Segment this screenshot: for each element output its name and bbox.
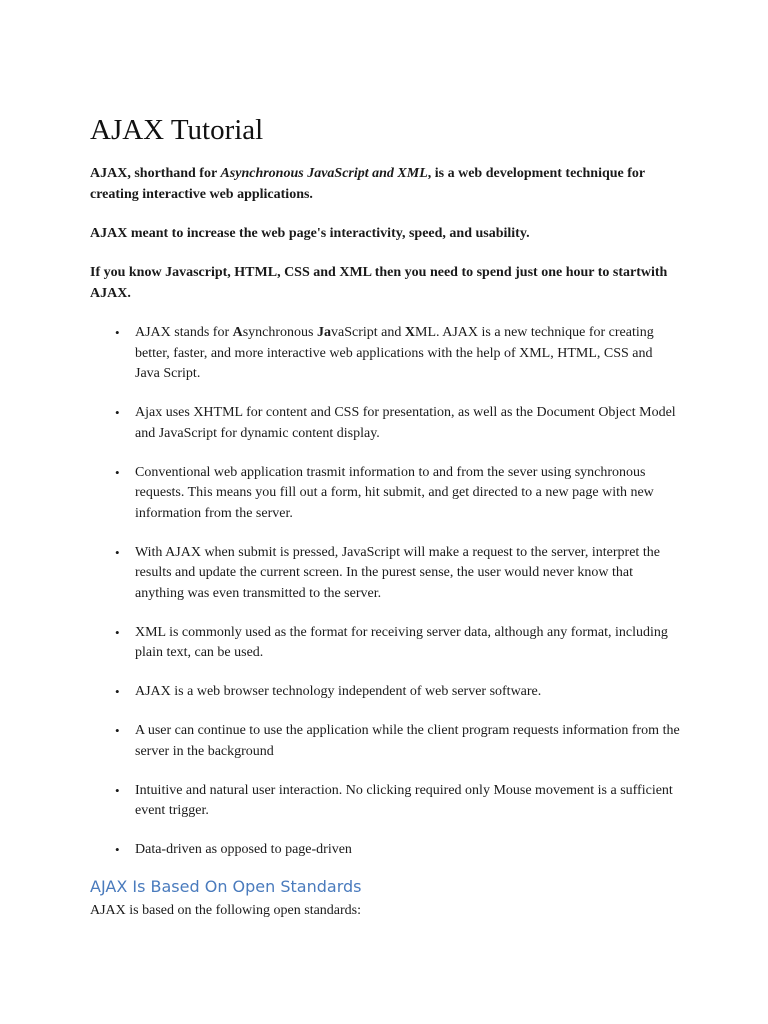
list-item-text: XML is commonly used as the format for receiving server data, although any format, including plain text, can be used. xyxy=(135,624,668,660)
bullet-icon: • xyxy=(115,624,120,640)
list-item xyxy=(90,323,680,385)
text-run: synchronous xyxy=(242,325,318,340)
intro-definition-suffix: , is a web development technique for creating interactive web applications. xyxy=(90,166,645,202)
list-item-text: AJAX is a web browser technology independent of web server software. xyxy=(135,684,542,699)
highlight-letter: Ja xyxy=(317,325,332,340)
bullet-icon: • xyxy=(115,842,120,857)
text-run: ML. AJAX is a new technique for creating better, faster, and more interactive web applications with the help of XML, HTML, CSS and Java Script. xyxy=(135,325,654,381)
list-item xyxy=(90,840,680,861)
bullet-icon: • xyxy=(115,325,120,340)
intro-paragraph-prerequisites: If you know Javascript, HTML, CSS and XML then you need to spend just one hour to startwith AJAX. xyxy=(90,265,668,301)
list-item xyxy=(90,682,680,703)
list-item-text: With AJAX when submit is pressed, JavaScript will make a request to the server, interpret the results and update the current screen. In the purest sense, the user would never know that anything was even transmitted to the server. xyxy=(135,544,660,601)
list-item xyxy=(90,721,680,762)
list-item xyxy=(90,543,680,605)
list-item xyxy=(90,403,680,444)
intro-paragraph-purpose: AJAX meant to increase the web page's interactivity, speed, and usability. xyxy=(90,226,530,241)
bullet-icon: • xyxy=(115,405,120,420)
list-item-text xyxy=(135,325,654,381)
section-text: AJAX is based on the following open standards: xyxy=(90,903,362,918)
feature-list xyxy=(90,323,680,861)
highlight-letter: A xyxy=(232,325,243,340)
list-item-text: Intuitive and natural user interaction. No clicking required only Mouse movement is a sufficient event trigger. xyxy=(135,782,673,818)
list-item-text: Ajax uses XHTML for content and CSS for presentation, as well as the Document Object Model and JavaScript for dynamic content display. xyxy=(135,405,676,441)
bullet-icon: • xyxy=(115,723,120,738)
bullet-icon: • xyxy=(115,464,120,480)
highlight-letter: X xyxy=(404,325,416,340)
bullet-icon: • xyxy=(115,544,120,560)
list-item xyxy=(90,781,680,822)
list-item-text: Data-driven as opposed to page-driven xyxy=(135,842,352,857)
page-title: AJAX Tutorial xyxy=(90,114,264,146)
text-run: vaScript and xyxy=(331,325,405,340)
bullet-icon: • xyxy=(115,684,120,699)
text-run: AJAX stands for xyxy=(135,325,233,340)
list-item-text: A user can continue to use the application while the client program requests information from the server in the background xyxy=(135,723,680,759)
intro-definition-expansion: Asynchronous JavaScript and XML xyxy=(220,166,428,181)
document-page xyxy=(90,108,680,879)
section-heading: AJAX Is Based On Open Standards xyxy=(90,877,362,896)
intro-paragraph-definition xyxy=(90,163,680,205)
list-item xyxy=(90,463,680,525)
list-item-text: Conventional web application trasmit information to and from the sever using synchronous requests. This means you fill out a form, hit submit, and get directed to a new page with new information from the server. xyxy=(135,464,654,521)
intro-definition-prefix: AJAX, shorthand for xyxy=(90,166,221,181)
bullet-icon: • xyxy=(115,782,120,798)
list-item xyxy=(90,623,680,664)
